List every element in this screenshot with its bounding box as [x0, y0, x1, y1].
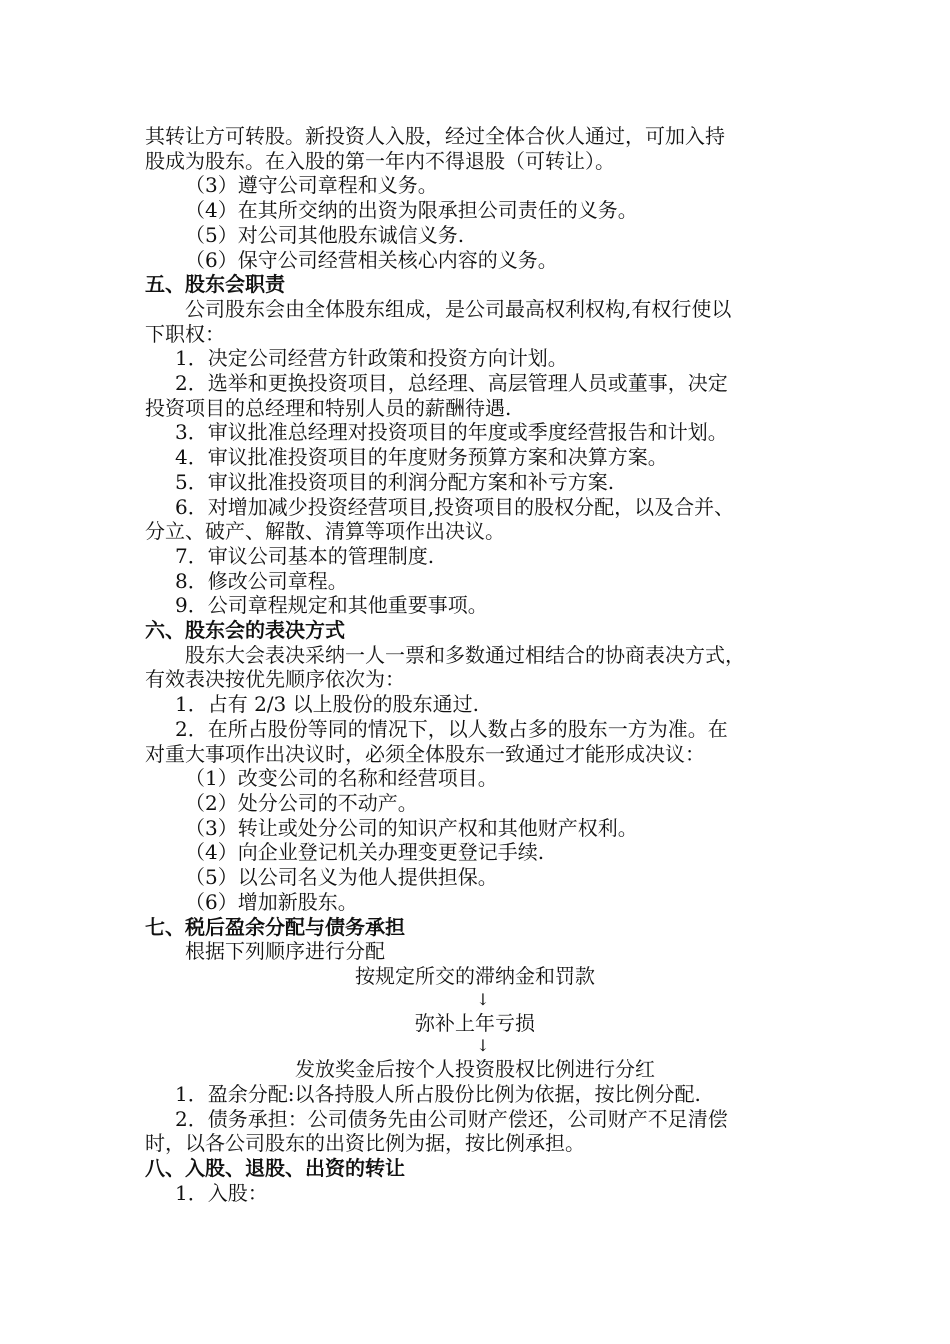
flow-step: 弥补上年亏损: [415, 1010, 535, 1035]
duty-item: （3）遵守公司章程和义务。: [185, 173, 438, 198]
sub-list-item: （4）向企业登记机关办理变更登记手续.: [185, 840, 545, 865]
sub-list-item: （3）转让或处分公司的知识产权和其他财产权利。: [185, 815, 638, 840]
list-item: 1．占有 2/3 以上股份的股东通过.: [175, 692, 479, 717]
arrow-down-icon: ↓: [476, 989, 490, 1009]
duty-item: （6）保守公司经营相关核心内容的义务。: [185, 247, 558, 272]
section-heading: 八、入股、退股、出资的转让: [145, 1156, 405, 1181]
section-heading: 六、股东会的表决方式: [145, 618, 345, 643]
list-item: 2．在所占股份等同的情况下，以人数占多的股东一方为准。在: [175, 716, 728, 741]
paragraph-line: 下职权：: [145, 321, 225, 346]
list-item: 5．审议批准投资项目的利润分配方案和补亏方案.: [175, 469, 615, 494]
list-item: 3．审议批准总经理对投资项目的年度或季度经营报告和计划。: [175, 420, 728, 445]
list-item-continuation: 时，以各公司股东的出资比例为据，按比例承担。: [145, 1131, 585, 1156]
list-item: 2．选举和更换投资项目，总经理、高层管理人员或董事，决定: [175, 371, 728, 396]
document-page: [145, 124, 805, 1206]
section-heading: 五、股东会职责: [145, 272, 285, 297]
list-item: 8．修改公司章程。: [175, 568, 348, 593]
sub-list-item: （2）处分公司的不动产。: [185, 790, 418, 815]
arrow-down-icon: ↓: [476, 1036, 490, 1056]
list-item: 4．审议批准投资项目的年度财务预算方案和决算方案。: [175, 445, 668, 470]
duty-item: （4）在其所交纳的出资为限承担公司责任的义务。: [185, 198, 638, 223]
flow-step: 发放奖金后按个人投资股权比例进行分红: [295, 1057, 655, 1082]
list-item: 6．对增加减少投资经营项目,投资项目的股权分配，以及合并、: [175, 494, 735, 519]
list-item-continuation: 投资项目的总经理和特别人员的薪酬待遇.: [145, 395, 512, 420]
paragraph-line: 股东大会表决采纳一人一票和多数通过相结合的协商表决方式，: [185, 642, 745, 667]
list-item-continuation: 对重大事项作出决议时，必须全体股东一致通过才能形成决议：: [145, 741, 705, 766]
sub-list-item: （5）以公司名义为他人提供担保。: [185, 865, 498, 890]
section-heading: 七、税后盈余分配与债务承担: [145, 914, 405, 939]
sub-list-item: （1）改变公司的名称和经营项目。: [185, 766, 498, 791]
sub-list-item: （6）增加新股东。: [185, 889, 358, 914]
paragraph-line: 其转让方可转股。新投资人入股，经过全体合伙人通过，可加入持: [145, 124, 725, 148]
list-item: 1．决定公司经营方针政策和投资方向计划。: [175, 346, 568, 371]
list-item-continuation: 分立、破产、解散、清算等项作出决议。: [145, 519, 505, 544]
list-item: 9．公司章程规定和其他重要事项。: [175, 593, 488, 618]
duty-item: （5）对公司其他股东诚信义务.: [185, 222, 465, 247]
distribution-flowchart: [145, 964, 805, 1082]
paragraph-line: 股成为股东。在入股的第一年内不得退股（可转让）。: [145, 148, 615, 173]
list-item: 7．审议公司基本的管理制度.: [175, 543, 435, 568]
list-item: 1．入股：: [175, 1180, 268, 1205]
list-item: 2．债务承担：公司债务先由公司财产偿还，公司财产不足清偿: [175, 1106, 728, 1131]
paragraph-line: 根据下列顺序进行分配: [185, 939, 385, 964]
paragraph-line: 公司股东会由全体股东组成，是公司最高权利权构,有权行使以: [185, 296, 732, 321]
paragraph-line: 有效表决按优先顺序依次为：: [145, 667, 405, 692]
flow-step: 按规定所交的滞纳金和罚款: [355, 963, 595, 988]
list-item: 1．盈余分配:以各持股人所占股份比例为依据，按比例分配.: [175, 1082, 701, 1107]
